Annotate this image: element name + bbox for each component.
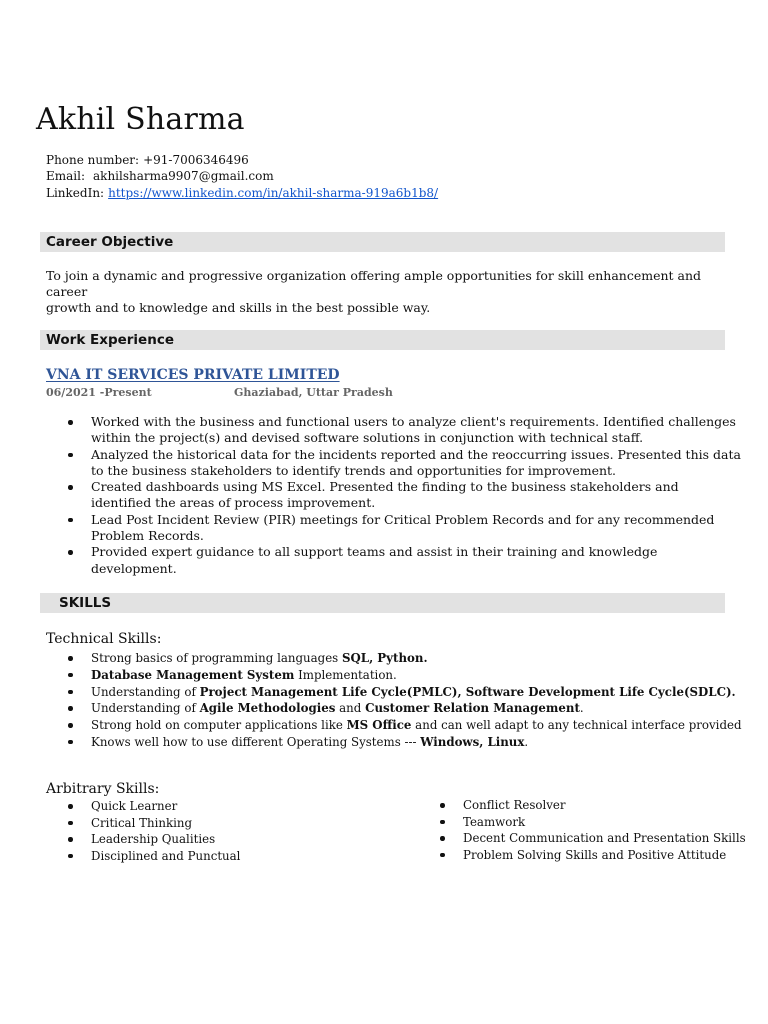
linkedin-label: LinkedIn: [46,186,105,200]
career-objective-line: growth and to knowledge and skills in the best possible way. [46,300,431,315]
bullet-icon [68,518,73,523]
list-item [46,667,746,684]
skill-emphasis: MS Office [346,718,412,733]
job-location: Ghaziabad, Uttar Pradesh [234,386,393,399]
phone-line [46,152,249,168]
list-item [418,797,763,814]
skill-text: Understanding of [91,684,200,699]
skill-text: Conflict Resolver [463,798,566,812]
list-item [46,798,386,815]
technical-skills-list [46,650,746,751]
job-dates: 06/2021 -Present [46,386,152,399]
bullet-line: within the project(s) and devised software solutions in conjunction with technical staff. [91,430,644,446]
career-objective-line: To join a dynamic and progressive organization offering ample opportunities for skill enhancement and career [46,268,702,299]
list-item [46,447,746,480]
skill-emphasis: Project Management Life Cycle(PMLC), Software Development Life Cycle(SDLC). [199,684,736,699]
work-bullets [46,414,746,577]
skill-text: Strong hold on computer applications like [91,718,347,733]
list-item [46,650,746,667]
bullet-icon [68,740,73,745]
linkedin-link[interactable]: https://www.linkedin.com/in/akhil-sharma-919a6b1b8/ [108,186,439,200]
bullet-line: identified the areas of process improvement. [91,495,376,511]
skill-text: . [579,701,584,716]
bullet-icon [440,803,445,808]
bullet-icon [68,837,73,842]
bullet-icon [68,706,73,711]
list-item [46,848,386,865]
bullet-line: to the business stakeholders to identify trends and opportunities for improvement. [91,462,617,478]
list-item [418,847,763,864]
bullet-line: Provided expert guidance to all support teams and assist in their training and knowledge development. [91,544,658,576]
email-value: akhilsharma9907@gmail.com [93,169,274,183]
skill-emphasis: Database Management System [91,667,295,682]
skills-heading: SKILLS [59,595,112,611]
phone-value: +91-7006346496 [143,153,249,167]
skill-text: Leadership Qualities [91,832,216,846]
company-name: VNA IT SERVICES PRIVATE LIMITED [46,367,340,383]
skill-text: . [524,734,529,749]
bullet-line: Problem Records. [91,528,204,544]
bullet-line: Worked with the business and functional users to analyze client's requirements. Identified challenges [91,414,736,429]
skills-band [40,593,725,613]
skill-emphasis: Agile Methodologies [199,701,336,716]
skill-text: Knows well how to use different Operating Systems --- [91,734,421,749]
list-item [418,814,763,831]
bullet-icon [68,690,73,695]
bullet-icon [68,656,73,661]
career-objective-band [40,232,725,252]
skill-emphasis: Windows, Linux [420,734,525,749]
bullet-icon [68,420,73,425]
arbitrary-skills-left [46,798,386,864]
bullet-icon [68,723,73,728]
skill-text: and [335,701,366,716]
bullet-icon [68,854,73,859]
skill-text: Decent Communication and Presentation Skills [463,831,746,845]
bullet-line: Lead Post Incident Review (PIR) meetings for Critical Problem Records and for any recommended [91,511,715,527]
list-item [46,717,746,734]
bullet-icon [68,453,73,458]
arbitrary-skills-heading: Arbitrary Skills: [46,781,160,797]
skill-text: Critical Thinking [91,815,193,830]
list-item [418,830,763,847]
skill-text: Understanding of [91,701,200,716]
list-item [46,831,386,848]
skill-text: Teamwork [463,814,526,829]
list-item [46,479,746,512]
list-item [46,700,746,717]
skill-emphasis: SQL, Python. [342,651,428,665]
bullet-line: Created dashboards using MS Excel. Presented the finding to the business stakeholders and [91,479,679,495]
bullet-icon [68,804,73,809]
skill-text: Implementation. [294,667,397,682]
bullet-icon [440,820,445,825]
list-item [46,512,746,545]
bullet-icon [68,673,73,678]
work-experience-band [40,330,725,350]
list-item [46,734,746,751]
bullet-icon [68,485,73,490]
skill-emphasis: Customer Relation Management [365,701,580,716]
skill-text: Disciplined and Punctual [91,848,241,863]
list-item [46,684,746,701]
list-item [46,414,746,447]
list-item [46,544,746,577]
list-item [46,815,386,832]
career-objective-heading: Career Objective [46,234,174,250]
skill-text: Problem Solving Skills and Positive Attitude [463,847,727,862]
phone-label: Phone number: [46,153,140,167]
bullet-icon [68,821,73,826]
bullet-line: Analyzed the historical data for the incidents reported and the reoccurring issues. Presented this data [91,446,741,462]
bullet-icon [68,550,73,555]
email-line [46,168,274,184]
linkedin-line [46,185,438,201]
work-experience-heading: Work Experience [46,332,174,348]
skill-text: Strong basics of programming languages [91,651,342,665]
bullet-icon [440,853,445,858]
career-objective-text [46,268,736,316]
email-label: Email: [46,169,86,183]
skill-text: Quick Learner [91,799,178,813]
skill-text: and can well adapt to any technical interface provided [411,718,742,733]
bullet-icon [440,836,445,841]
candidate-name: Akhil Sharma [36,102,245,137]
arbitrary-skills-right [418,797,763,863]
technical-skills-heading: Technical Skills: [46,631,162,647]
